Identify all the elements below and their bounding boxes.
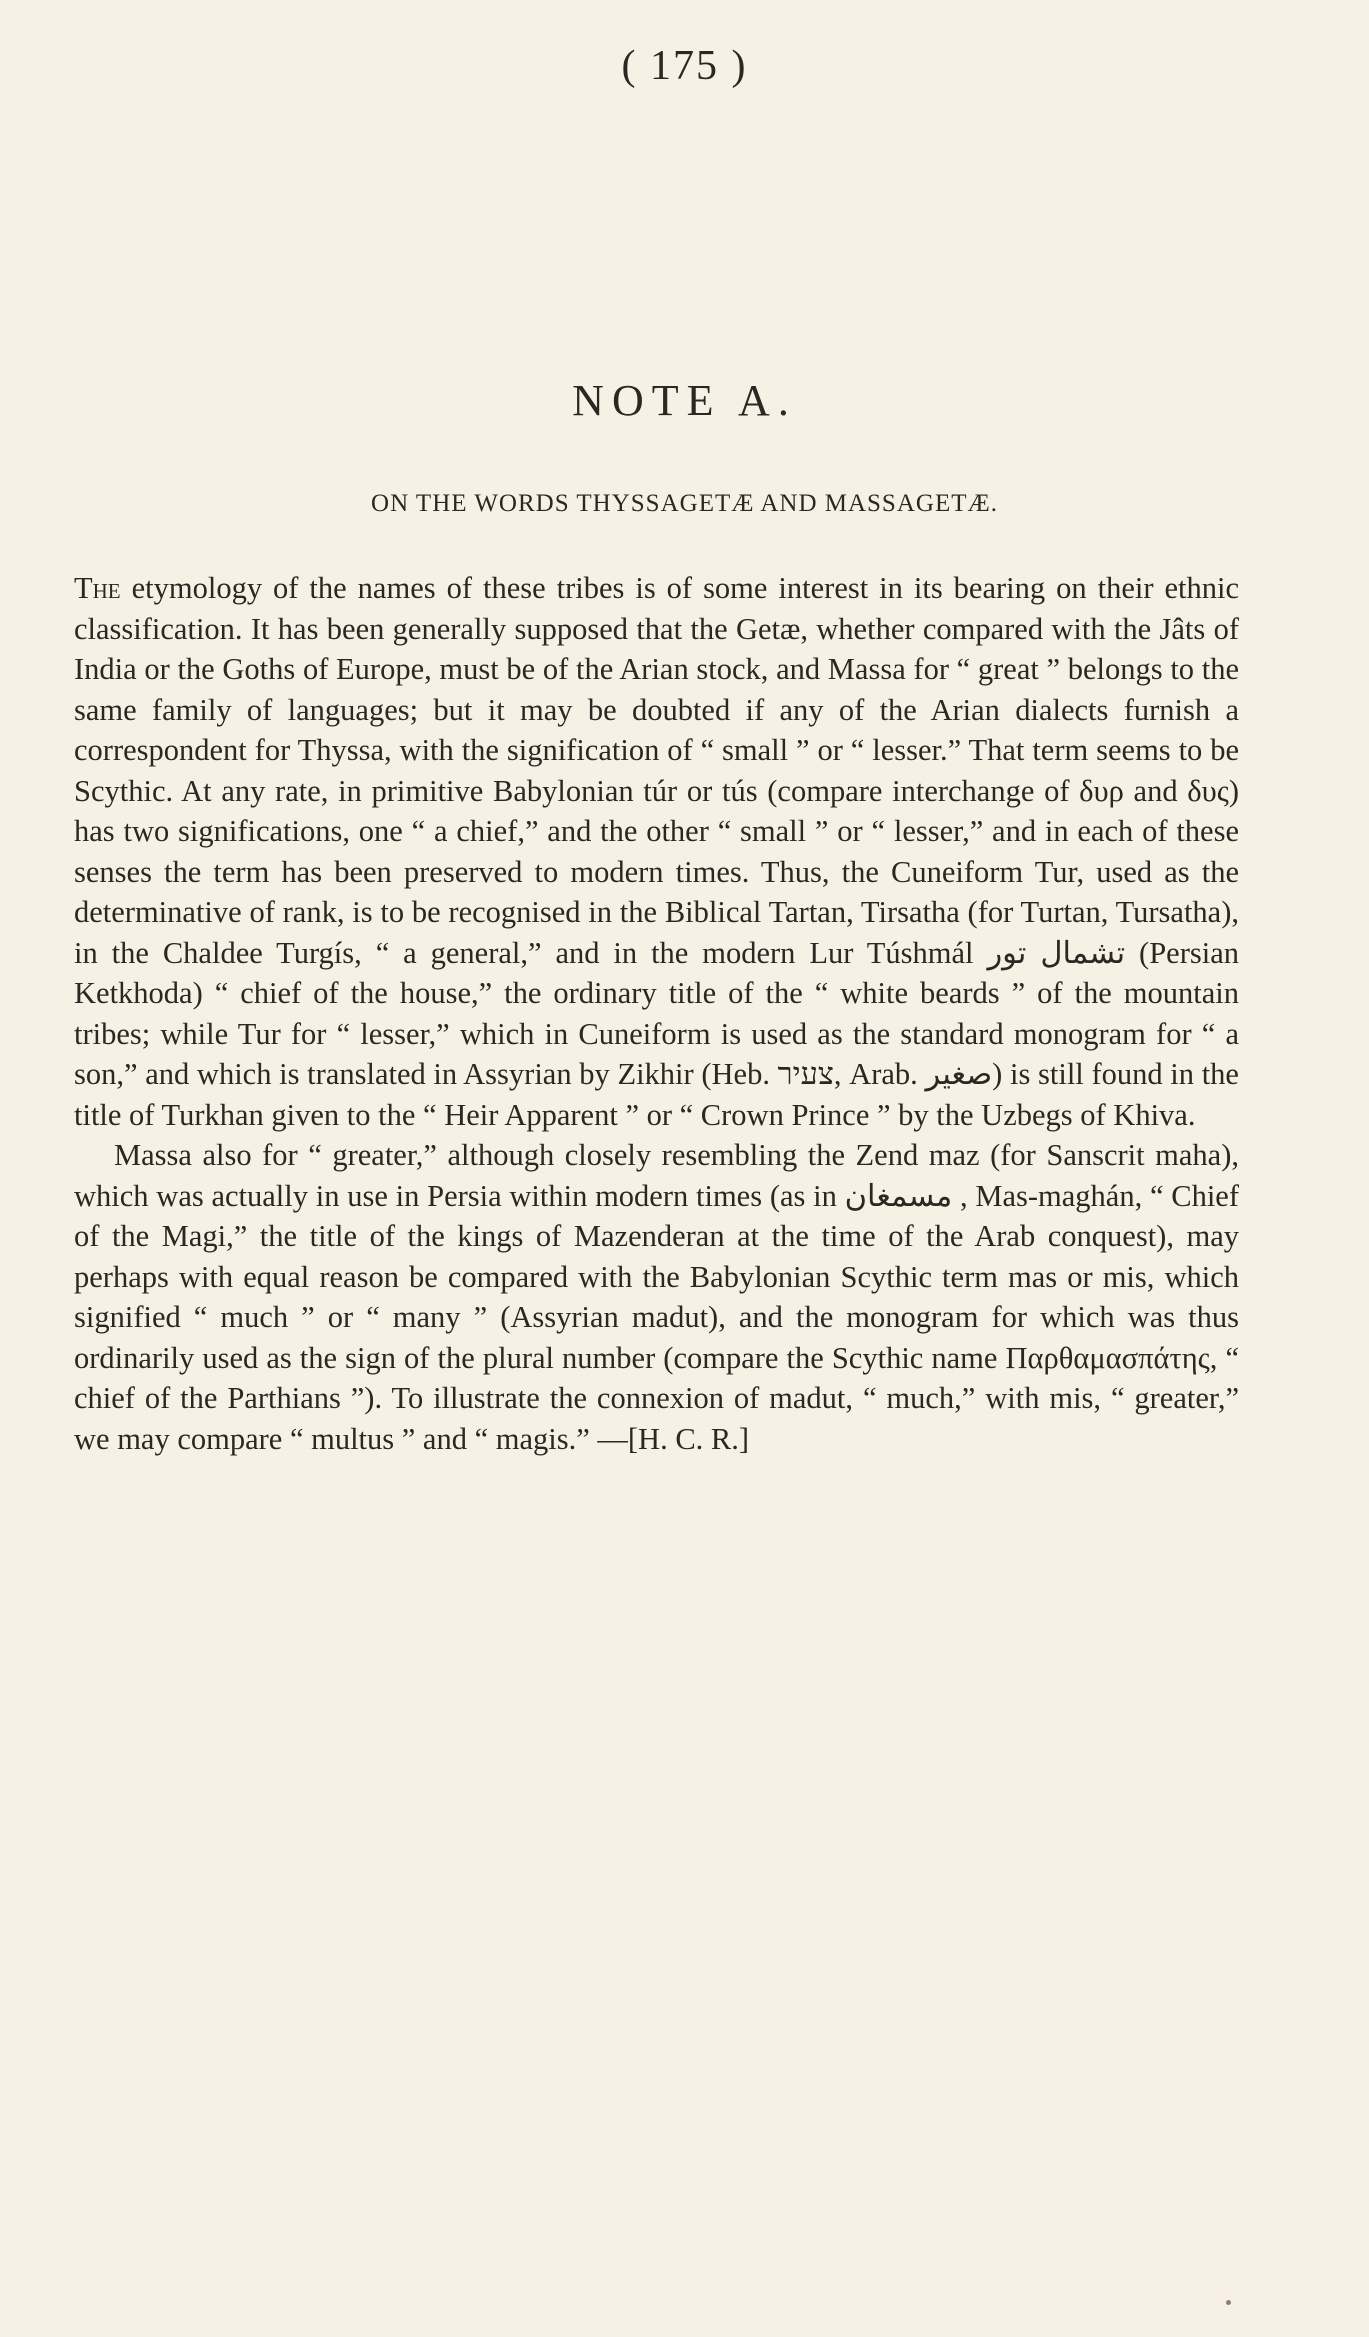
paragraph-1-text: etymology of the names of these tribes is of some interest in its bearing on their ethnic classification. It has been generally supposed that the Getæ, whether compared with the Jâts of India or the Goths of Europe, must be of the Arian stock, and Massa for “ great ” belongs to the same family of languages; but it may be doubted if any of the Arian dialects furnish a correspondent for Thyssa, with the signification of “ small ” or “ lesser.” That term seems to be Scythic. At any rate, in primitive Babylonian túr or tús (compare interchange of δυρ and δυς) has two significations, one “ a chief,” and the other “ small ” or “ lesser,” and in each of these senses the term has been preserved to modern times. Thus, the Cuneiform Tur, used as the determinative of rank, is to be recognised in the Biblical Tartan, Tirsatha (for Turtan, Tursatha), in the Chaldee Turgís, “ a general,” and in the modern Lur Túshmál تشمال تور (Persian Ketkhoda) “ chief of the house,” the ordinary title of the “ white beards ” of the mountain tribes; while Tur for “ lesser,” which in Cuneiform is used as the standard monogram for “ a son,” and which is translated in Assyrian by Zikhir (Heb. צעיר, Arab. صغير) is still found in the title of Turkhan given to the “ Heir Apparent ” or “ Crown Prince ” by the Uzbegs of Khiva. — [74, 571, 1239, 1132]
page-number: ( 175 ) — [621, 43, 748, 89]
note-title: NOTE A. — [572, 376, 797, 425]
note-subtitle: ON THE WORDS THYSSAGETÆ AND MASSAGETÆ. — [371, 490, 998, 517]
body-text — [74, 568, 1239, 1459]
paragraph-1-first-word: The — [74, 571, 121, 605]
paragraph-2 — [74, 1135, 1239, 1459]
paragraph-2-text: Massa also for “ greater,” although closely resembling the Zend maz (for Sanscrit maha), which was actually in use in Persia within modern times (as in مسمغان , Mas-maghán, “ Chief of the Magi,” the title of the kings of Mazenderan at the time of the Arab conquest), may perhaps with equal reason be compared with the Babylonian Scythic term mas or mis, which signified “ much ” or “ many ” (Assyrian madut), and the monogram for which was thus ordinarily used as the sign of the plural number (compare the Scythic name Παρθαμασπάτης, “ chief of the Parthians ”). To illustrate the connexion of madut, “ much,” with mis, “ greater,” we may compare “ multus ” and “ magis.” —[H. C. R.] — [74, 1138, 1239, 1456]
paragraph-1 — [74, 568, 1239, 1135]
paper-speck — [1226, 2300, 1231, 2305]
